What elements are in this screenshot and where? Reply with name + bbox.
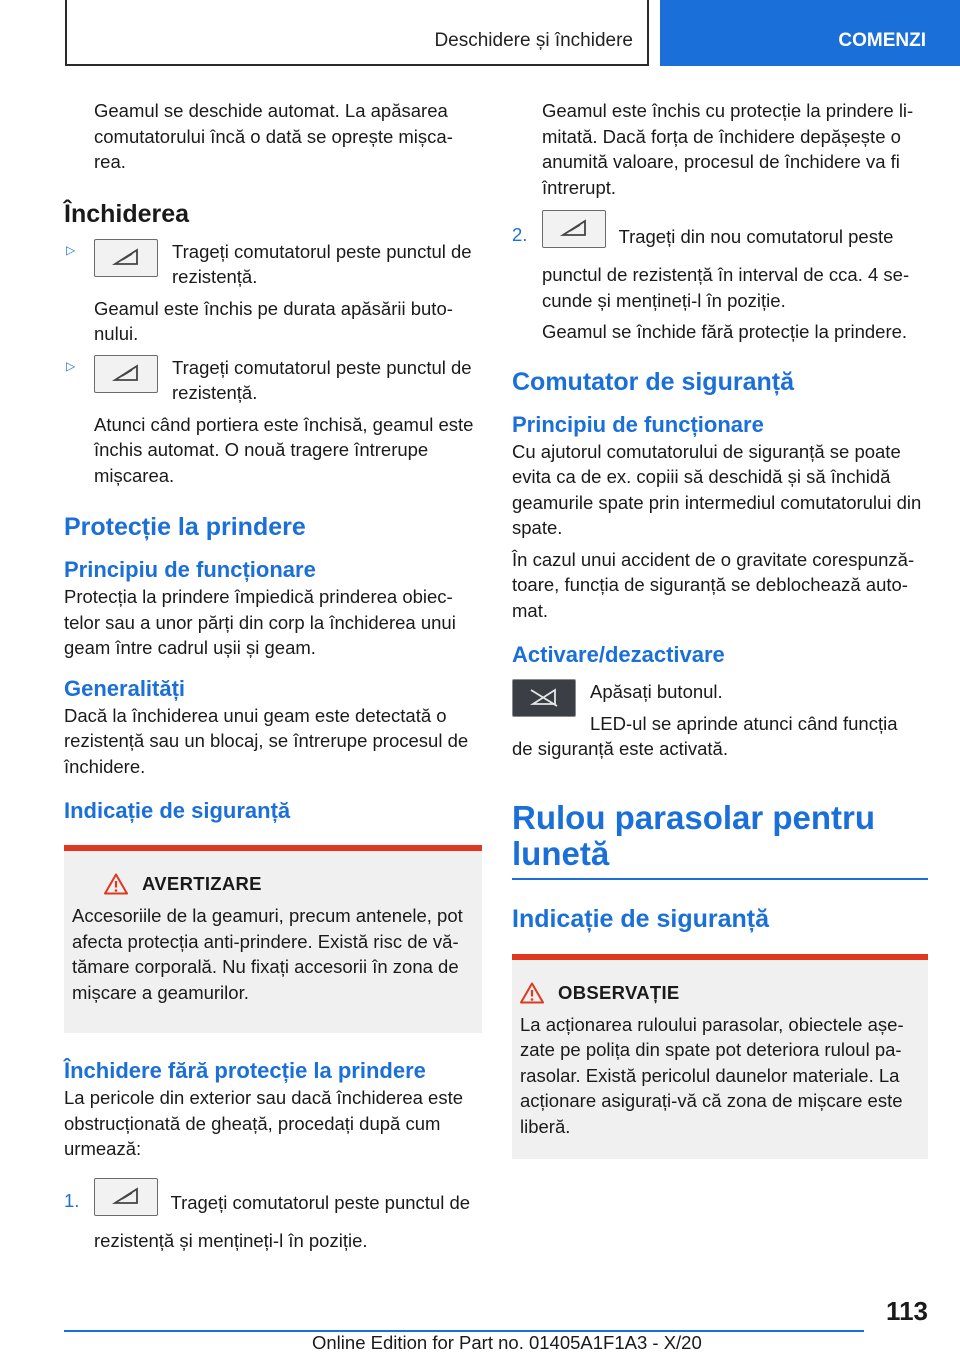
right-column	[512, 98, 928, 1159]
list-item	[64, 239, 482, 347]
warning-box	[64, 845, 482, 1033]
heading-closing: Închiderea	[64, 199, 190, 228]
header-chapter-title: Deschidere și închidere	[434, 30, 633, 51]
step-number: 1.	[64, 1189, 80, 1211]
accident-text: În cazul unui accident de o gravitate corespunză-toare, funcția de siguranță se deblochează auto-mat.	[512, 548, 915, 621]
heading-safety-note: Indicație de siguranță	[64, 798, 291, 823]
heading-roller-blind: Rulou parasolar pentru lunetă	[512, 798, 876, 872]
heading-principle: Principiu de funcționare	[512, 411, 764, 437]
heading-closing-without-protection: Închidere fără protecție la prindere	[64, 1058, 426, 1083]
activate-step: Apăsați butonul.	[590, 681, 723, 702]
intro-text: Geamul se deschide automat. La apăsarea comutatorului încă o dată se oprește mișca-rea.	[94, 100, 453, 172]
warning-triangle-icon	[104, 873, 128, 895]
activate-text-block	[590, 679, 898, 736]
window-switch-icon	[94, 1178, 158, 1216]
heading-pinch-protection: Protecție la prindere	[64, 513, 306, 541]
note-title-text: OBSERVAȚIE	[558, 981, 680, 1003]
bullet-arrow-icon: ▷	[66, 358, 76, 373]
step-result: Atunci când portiera este închisă, geamul este închis automat. O nouă tragere întrerupe mișcarea.	[94, 413, 474, 486]
step-text: Trageți comutatorul peste punctul de rezistență și mențineți-l în poziție.	[94, 1191, 471, 1251]
warning-title	[72, 873, 474, 895]
step-text: Trageți din nou comutatorul peste punctul de rezistență în interval de cca. 4 se-cunde și mențineți-l în poziție.	[542, 226, 910, 311]
page-number: 113	[886, 1296, 928, 1326]
heading-activate: Activare/dezactivare	[512, 642, 725, 667]
left-column	[64, 98, 482, 1251]
note-title	[520, 982, 920, 1004]
step-text: Trageți comutatorul peste punctul de rezistență.	[172, 356, 472, 403]
step-text: Trageți comutatorul peste punctul de rezistență.	[172, 240, 472, 287]
window-switch-icon	[94, 355, 158, 393]
note-box	[512, 954, 928, 1160]
heading-general: Generalități	[64, 675, 186, 701]
header-section-title: COMENZI	[838, 30, 926, 51]
numbered-step	[512, 210, 928, 345]
activate-led-line2: de siguranță este activată.	[512, 738, 728, 759]
list-item	[64, 355, 482, 489]
safety-switch-button-icon	[512, 679, 576, 717]
warning-text: Accesoriile de la geamuri, precum antenele, pot afecta protecția anti-prindere. Există risc de vă-tămare corporală. Nu fixați accesorii în zona de mișcare a geamurilor.	[72, 905, 463, 1003]
warning-title-text: AVERTIZARE	[142, 873, 262, 894]
closing-without-protection-text: La pericole din exterior sau dacă închiderea este obstrucționată de gheață, procedați după cum urmează:	[64, 1087, 464, 1159]
header-section-box	[660, 0, 960, 66]
continuation-text: Geamul este închis cu protecție la prindere li-mitată. Dacă forța de închidere depășește o anumită valoare, procesul de închidere va fi întrerupt.	[542, 100, 914, 198]
principle-text: Protecția la prindere împiedică prinderea obiec-telor sau a unor părți din corp la închiderea unui geam între cadrul ușii și geam.	[64, 586, 456, 658]
principle-text: Cu ajutorul comutatorului de siguranță se poate evita ca de ex. copiii să deschidă și să închidă geamurile spate prin intermediul comutatorului din spate.	[512, 440, 922, 538]
activate-led-line1: LED-ul se aprinde atunci când funcția	[590, 712, 898, 734]
note-text: La acționarea ruloului parasolar, obiectele așe-zate pe polița din spate pot deteriora ruloul pa-rasolar. Există pericolul daunelor materiale. La acționare asigurați-vă că zona de mișcare este liberă.	[520, 1013, 904, 1137]
step-result: Geamul este închis pe durata apăsării buto-nului.	[94, 297, 453, 344]
bullet-arrow-icon: ▷	[66, 242, 76, 257]
step-result: Geamul se închide fără protecție la prindere.	[542, 321, 908, 342]
header-chapter-box	[65, 0, 649, 66]
heading-safety-switch: Comutator de siguranță	[512, 367, 794, 396]
heading-rule	[512, 878, 928, 880]
heading-principle: Principiu de funcționare	[64, 557, 316, 582]
numbered-step	[64, 1178, 482, 1251]
step-number: 2.	[512, 224, 528, 245]
window-switch-icon	[94, 239, 158, 277]
activate-row	[512, 679, 928, 736]
window-switch-icon	[542, 210, 606, 248]
heading-safety-note: Indicație de siguranță	[512, 904, 770, 933]
warning-triangle-icon	[520, 982, 544, 1004]
general-text: Dacă la închiderea unui geam este detectată o rezistență sau un blocaj, se întrerupe procesul de închidere.	[64, 704, 469, 777]
footer-edition: Online Edition for Part no. 01405A1F1A3 - X/20	[312, 1332, 702, 1353]
